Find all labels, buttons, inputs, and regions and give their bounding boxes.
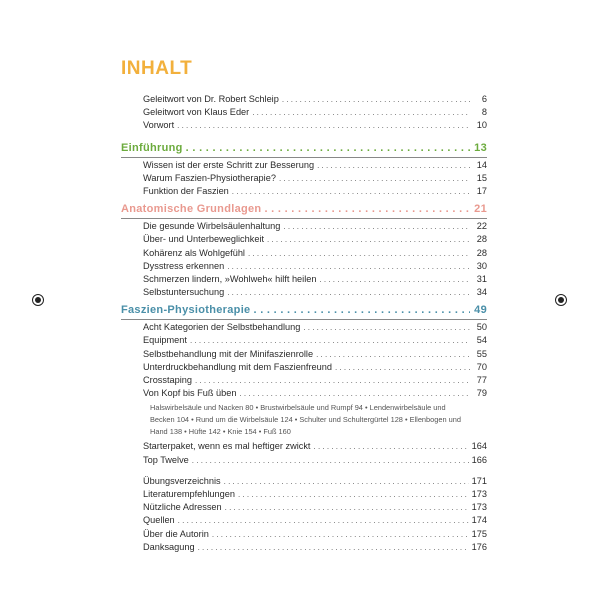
toc-section-faszien-physiotherapie[interactable]: Faszien-Physiotherapie . . . 49 [121,302,487,320]
toc-section-einfuehrung[interactable]: Einführung . . . 13 [121,140,487,158]
page-number: 31 [476,273,487,284]
page-number: 34 [476,287,487,298]
page-number: 10 [476,120,487,131]
page-number: 30 [476,260,487,271]
page-number: 55 [476,348,487,359]
toc-entry-nuetzliche-adressen[interactable]: Nützliche Adressen . . . 173 [121,501,487,514]
page-number: 14 [476,159,487,170]
page-number: 176 [471,541,487,552]
page-number: 173 [471,502,487,513]
page-number: 49 [474,304,487,317]
page-title: INHALT [121,58,193,79]
page-number: 164 [471,441,487,452]
page-number: 54 [476,335,487,346]
toc-entry-vorwort[interactable]: Vorwort . . . 10 [121,119,487,132]
toc-entry[interactable]: Top Twelve . . . 166 [121,454,487,467]
toc-entry[interactable]: Kohärenz als Wohlgefühl . . . 28 [121,247,487,260]
toc-entry[interactable]: Die gesunde Wirbelsäulenhaltung . . . 22 [121,220,487,233]
toc-entry[interactable]: Selbstuntersuchung . . . 34 [121,286,487,299]
page-number: 6 [481,94,487,104]
toc-entry[interactable]: Acht Kategorien der Selbstbehandlung . . . 50 [121,321,487,334]
toc-subentries: Halswirbelsäule und Nacken 80 • Brustwirbelsäule und Rumpf 94 • Lendenwirbelsäule und Becken 104 • Rund um die Wirbelsäule 124 • Schulter und Schultergürtel 128 • Ellenbogen und Hand 138 • Hüfte 142 • Knie 154 • Fuß 160 [150,403,461,437]
toc-entry[interactable]: Warum Faszien-Physiotherapie? . . . 15 [121,172,487,185]
toc-entry[interactable]: Dysstress erkennen . . . 30 [121,260,487,273]
page-number: 28 [476,247,487,258]
page-number: 77 [476,375,487,385]
toc-entry[interactable]: Funktion der Faszien . . . 17 [121,185,487,198]
toc-entry[interactable]: Selbstbehandlung mit der Minifaszienrolle . . . 55 [121,348,487,361]
page-number: 8 [481,107,487,118]
toc-entry-geleitwort-schleip[interactable]: Geleitwort von Dr. Robert Schleip . . . 6 [121,93,487,106]
toc-entry-uebungsverzeichnis[interactable]: Übungsverzeichnis . . . 171 [121,475,487,488]
toc-entry-literaturempfehlungen[interactable]: Literaturempfehlungen . . . 173 [121,488,487,501]
toc-entry-quellen[interactable]: Quellen . . . 174 [121,514,487,527]
toc-entry[interactable]: Crosstaping . . . 77 [121,374,487,387]
page-number: 175 [471,528,487,539]
toc-entry[interactable]: Über- und Unterbeweglichkeit . . . 28 [121,233,487,246]
toc-entry[interactable]: Unterdruckbehandlung mit dem Faszienfreund . . . 70 [121,361,487,374]
page-number: 79 [476,388,487,399]
page-number: 173 [471,488,487,499]
registration-mark-left [32,294,44,306]
toc-entry-danksagung[interactable]: Danksagung . . . 176 [121,541,487,554]
page-number: 13 [474,141,487,154]
toc-entry[interactable]: Equipment . . . 54 [121,334,487,347]
page-number: 17 [476,185,487,196]
page-number: 166 [471,454,487,465]
registration-mark-right [555,294,567,306]
toc-entry[interactable]: Schmerzen lindern, »Wohlweh« hilft heilen . . . 31 [121,273,487,286]
page-number: 50 [476,322,487,333]
page-number: 15 [476,172,487,183]
table-of-contents [121,93,487,554]
page-number: 21 [474,203,487,216]
toc-entry[interactable]: Wissen ist der erste Schritt zur Besserung . . . 14 [121,159,487,172]
page-number: 174 [471,515,487,526]
page-number: 171 [471,475,487,486]
toc-section-anatomische-grundlagen[interactable]: Anatomische Grundlagen . . . 21 [121,201,487,219]
toc-entry[interactable]: Von Kopf bis Fuß üben . . . 79 [121,387,487,400]
toc-entry-ueber-die-autorin[interactable]: Über die Autorin . . . 175 [121,528,487,541]
page-number: 70 [476,361,487,372]
page-number: 22 [476,221,487,232]
toc-entry[interactable]: Starterpaket, wenn es mal heftiger zwickt . . . 164 [121,440,487,453]
toc-entry-geleitwort-eder[interactable]: Geleitwort von Klaus Eder . . . 8 [121,106,487,119]
page-number: 28 [476,234,487,245]
